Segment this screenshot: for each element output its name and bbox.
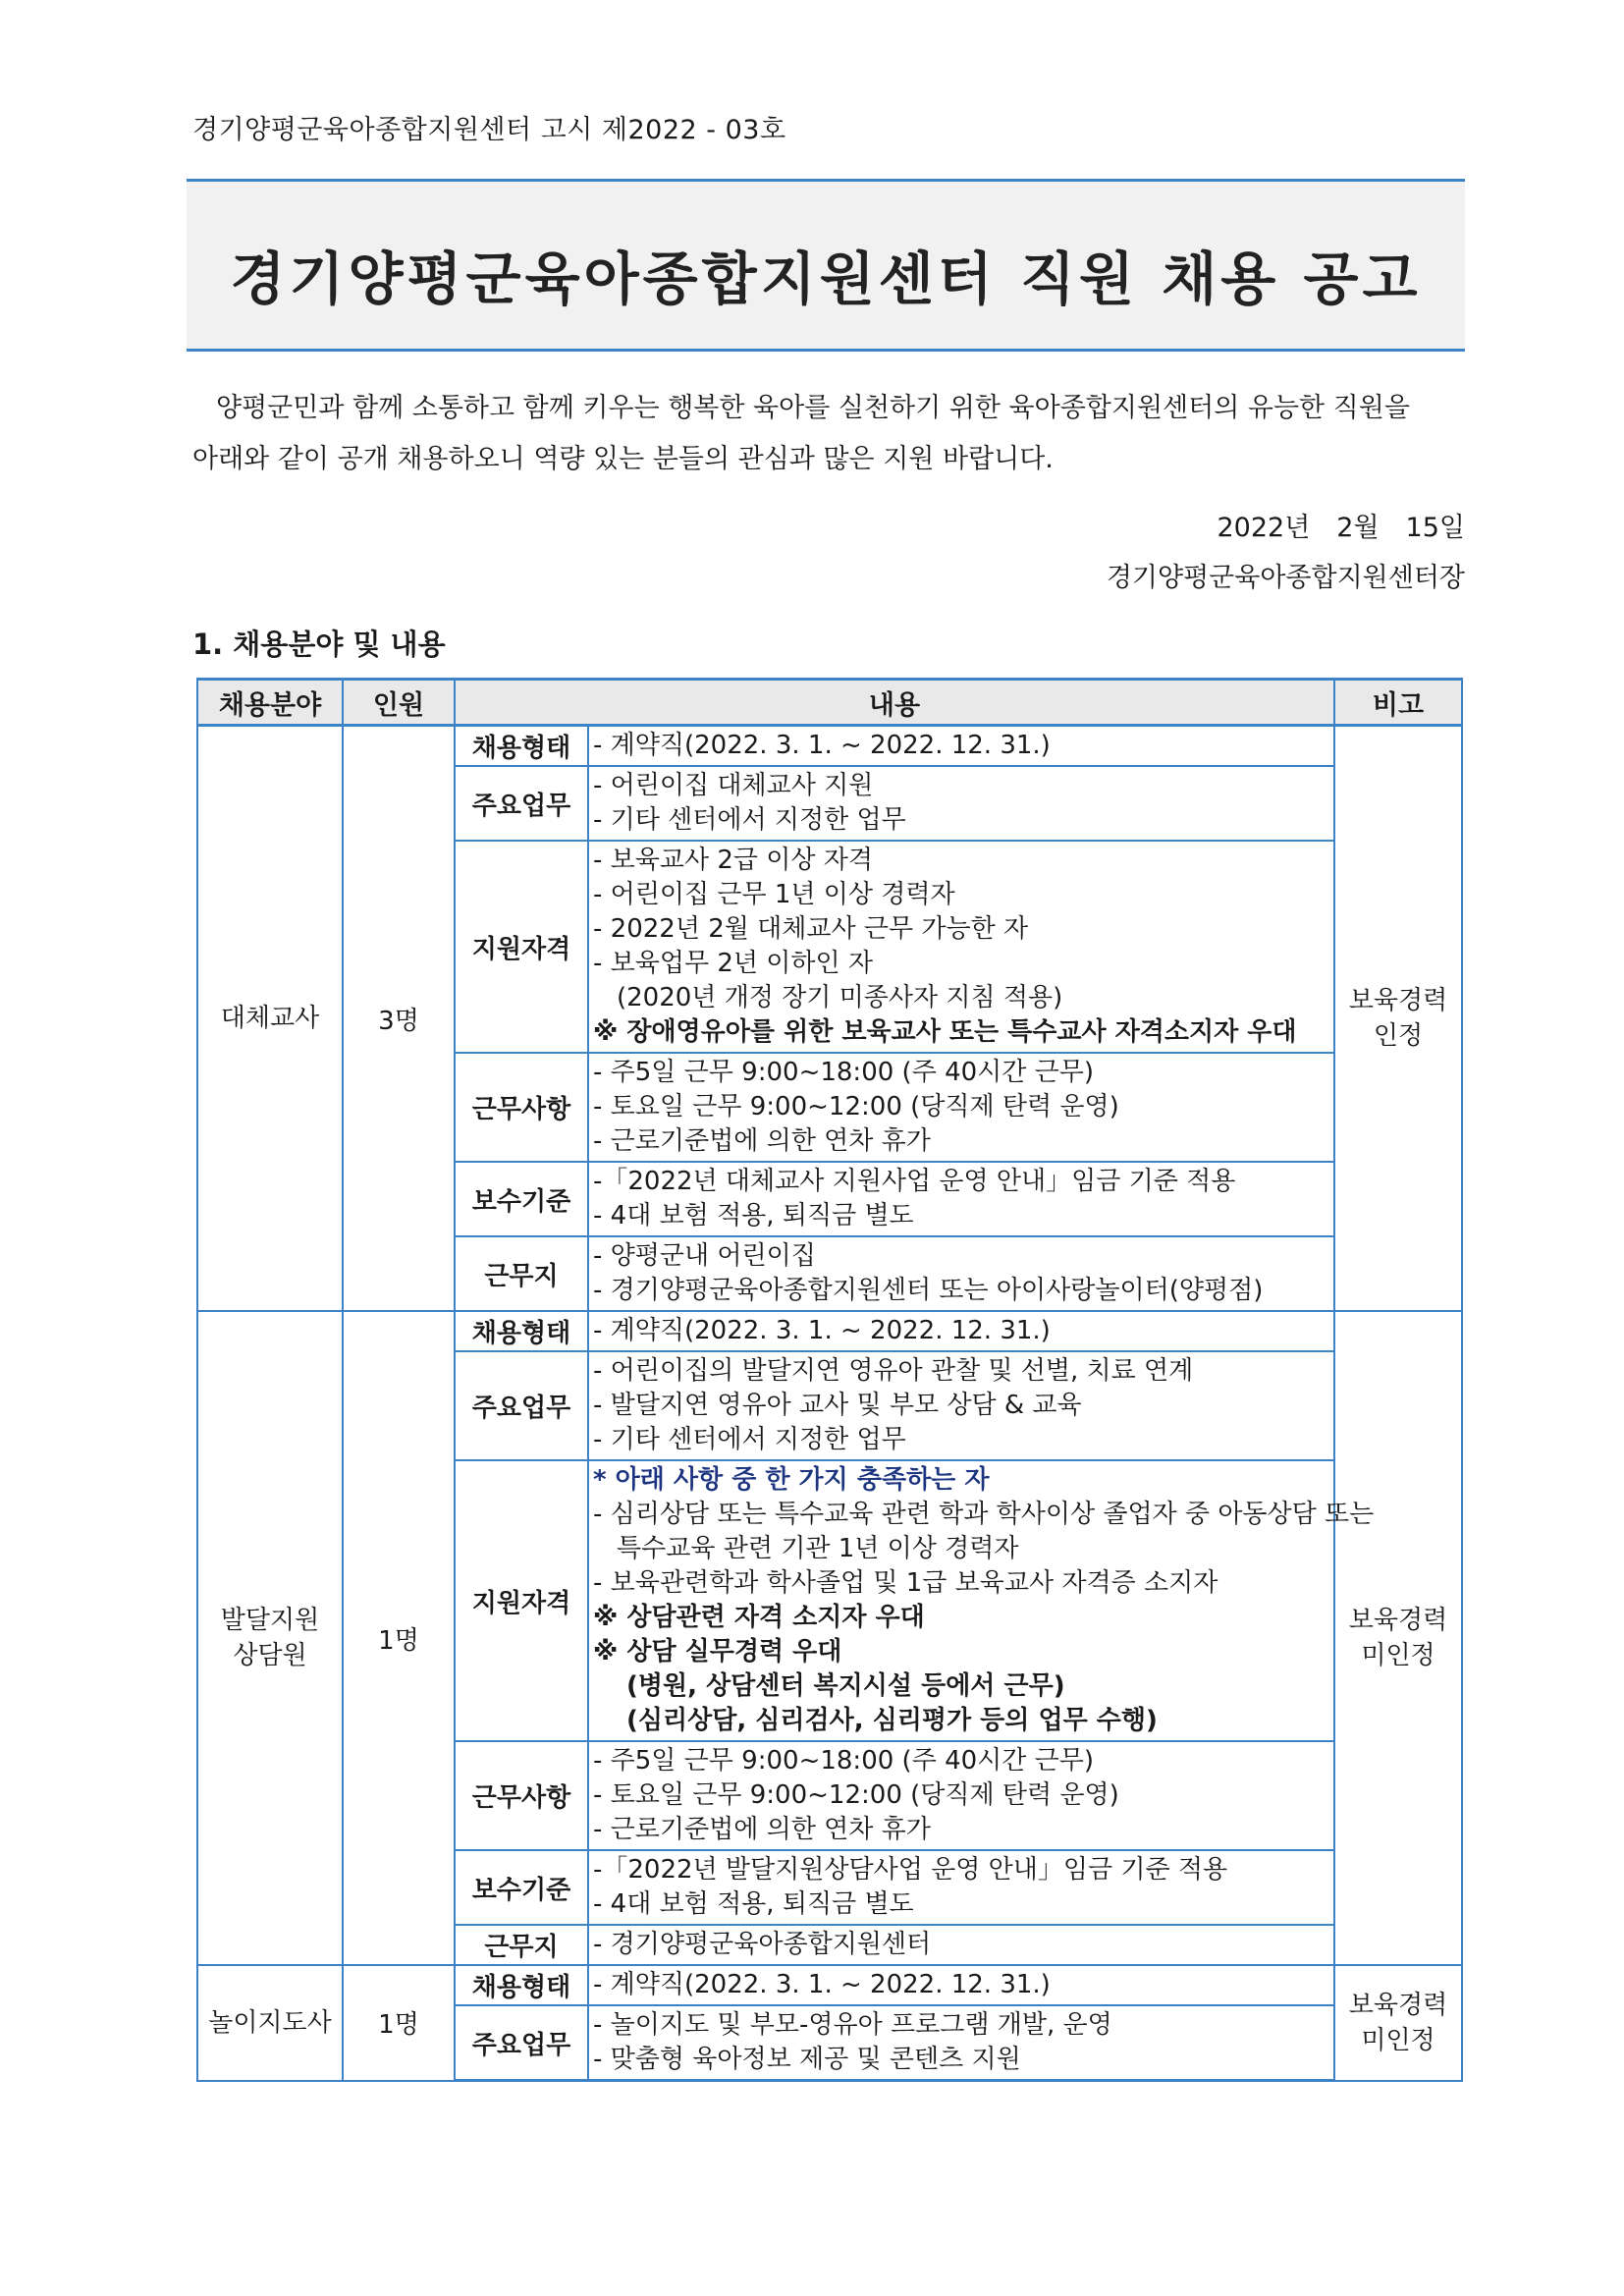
title-banner — [187, 179, 1465, 352]
content-line: - 보육업무 2년 이하인 자 — [593, 949, 874, 978]
sub-label: 지원자격 — [455, 841, 588, 1053]
content-line: - 기타 센터에서 지정한 업무 — [593, 1425, 906, 1454]
content-line: - 2022년 2월 대체교사 근무 가능한 자 — [593, 914, 1029, 944]
sub-label: 근무사항 — [455, 1741, 588, 1850]
preference-note: (병원, 상담센터 복지시설 등에서 근무) — [626, 1671, 1065, 1701]
note-cell — [1334, 1311, 1462, 1965]
sub-label: 주요업무 — [455, 766, 588, 841]
content-cell — [588, 1162, 1334, 1236]
field-name: 대체교사 — [220, 1004, 320, 1033]
field-name: 놀이지도사 — [208, 2007, 332, 2038]
headcount: 1명 — [378, 2010, 419, 2041]
sub-label: 근무지 — [455, 1236, 588, 1311]
page-title: 경기양평군육아종합지원센터 직원 채용 공고 — [230, 246, 1422, 312]
intro-line: 아래와 같이 공개 채용하오니 역량 있는 분들의 관심과 많은 지원 바랍니다. — [192, 444, 1054, 474]
preference-note: ※ 상담 실무경력 우대 — [593, 1637, 842, 1667]
content-cell — [588, 766, 1334, 841]
content-line: - 계약직(2022. 3. 1. ~ 2022. 12. 31.) — [593, 1970, 1051, 1999]
sub-label: 보수기준 — [455, 1850, 588, 1925]
content-line: - 경기양평군육아종합지원센터 — [593, 1930, 932, 1959]
note-line: 미인정 — [1361, 1641, 1435, 1670]
field-cell — [197, 726, 343, 1312]
content-line: - 보육교사 2급 이상 자격 — [593, 846, 874, 875]
content-line: - 계약직(2022. 3. 1. ~ 2022. 12. 31.) — [593, 731, 1051, 760]
content-cell — [588, 2005, 1334, 2081]
sub-label: 근무사항 — [455, 1053, 588, 1162]
sub-label: 주요업무 — [455, 1351, 588, 1460]
preference-note: ※ 장애영유아를 위한 보육교사 또는 특수교사 자격소지자 우대 — [593, 1017, 1297, 1047]
note-line: 미인정 — [1361, 2025, 1435, 2055]
content-line: - 어린이집 대체교사 지원 — [593, 771, 874, 800]
preference-note: (심리상담, 심리검사, 심리평가 등의 업무 수행) — [626, 1706, 1158, 1735]
notice-number: 경기양평군육아종합지원센터 고시 제2022 - 03호 — [192, 115, 786, 145]
field-cell — [197, 1311, 343, 1965]
headcount: 1명 — [378, 1625, 419, 1656]
content-line: - 주5일 근무 9:00~18:00 (주 40시간 근무) — [593, 1058, 1095, 1087]
content-cell — [588, 1850, 1334, 1925]
content-line: - 계약직(2022. 3. 1. ~ 2022. 12. 31.) — [593, 1316, 1051, 1345]
field-name: 상담원 — [233, 1641, 307, 1670]
content-cell — [588, 1965, 1334, 2005]
content-line: - 경기양평군육아종합지원센터 또는 아이사랑놀이터(양평점) — [593, 1276, 1264, 1305]
sub-label: 채용형태 — [455, 726, 588, 767]
content-line: 특수교육 관련 기관 1년 이상 경력자 — [617, 1534, 1019, 1563]
content-line: - 주5일 근무 9:00~18:00 (주 40시간 근무) — [593, 1746, 1095, 1776]
content-line: - 기타 센터에서 지정한 업무 — [593, 805, 906, 835]
content-cell — [588, 1351, 1334, 1460]
note-line: 보육경력 — [1348, 986, 1448, 1015]
note-cell — [1334, 726, 1462, 1312]
content-line: - 심리상담 또는 특수교육 관련 학과 학사이상 졸업자 중 아동상담 또는 — [593, 1500, 1375, 1529]
content-cell — [588, 841, 1334, 1053]
content-cell — [588, 1925, 1334, 1965]
count-cell — [343, 1311, 455, 1965]
content-line: - 근로기준법에 의한 연차 휴가 — [593, 1126, 931, 1156]
content-line: - 양평군내 어린이집 — [593, 1241, 816, 1271]
content-line: - 근로기준법에 의한 연차 휴가 — [593, 1815, 931, 1844]
count-cell — [343, 726, 455, 1312]
content-cell — [588, 1741, 1334, 1850]
content-line: - 맞춤형 육아정보 제공 및 콘텐츠 지원 — [593, 2045, 1021, 2074]
content-line: - 토요일 근무 9:00~12:00 (당직제 탄력 운영) — [593, 1092, 1119, 1121]
headcount: 3명 — [378, 1006, 419, 1036]
content-line: - 어린이집의 발달지연 영유아 관찰 및 선별, 치료 연계 — [593, 1356, 1194, 1386]
content-line: -「2022년 대체교사 지원사업 운영 안내」임금 기준 적용 — [593, 1167, 1236, 1196]
table-header-row — [197, 680, 1462, 726]
note-cell — [1334, 1965, 1462, 2081]
recruitment-table — [196, 678, 1463, 2082]
header-note: 비고 — [1334, 680, 1462, 726]
content-cell — [588, 1311, 1334, 1351]
sub-label: 채용형태 — [455, 1965, 588, 2005]
content-line: - 놀이지도 및 부모-영유아 프로그램 개발, 운영 — [593, 2010, 1112, 2040]
content-line: - 토요일 근무 9:00~12:00 (당직제 탄력 운영) — [593, 1780, 1119, 1810]
sub-label: 주요업무 — [455, 2005, 588, 2081]
content-line: - 어린이집 근무 1년 이상 경력자 — [593, 880, 955, 909]
sub-label: 지원자격 — [455, 1460, 588, 1741]
count-cell — [343, 1965, 455, 2081]
header-content: 내용 — [455, 680, 1334, 726]
table-row — [197, 1311, 1462, 1351]
content-cell — [588, 1460, 1375, 1741]
content-cell — [588, 1053, 1334, 1162]
note-line: 보육경력 — [1348, 1990, 1448, 2020]
header-count: 인원 — [343, 680, 455, 726]
content-line: - 4대 보험 적용, 퇴직금 별도 — [593, 1889, 914, 1919]
sub-label: 보수기준 — [455, 1162, 588, 1236]
content-line: -「2022년 발달지원상담사업 운영 안내」임금 기준 적용 — [593, 1855, 1228, 1885]
preference-note: ※ 상담관련 자격 소지자 우대 — [593, 1603, 925, 1632]
field-cell — [197, 1965, 343, 2081]
note-line: 보육경력 — [1348, 1606, 1448, 1635]
intro-paragraph — [192, 383, 1465, 485]
field-name: 발달지원 — [220, 1606, 320, 1635]
sub-label: 채용형태 — [455, 1311, 588, 1351]
header-field: 채용분야 — [197, 680, 343, 726]
intro-line: 양평군민과 함께 소통하고 함께 키우는 행복한 육아를 실천하기 위한 육아종합지원센터의 유능한 직원을 — [216, 393, 1410, 423]
sub-label: 근무지 — [455, 1925, 588, 1965]
qualification-heading: * 아래 사항 중 한 가지 충족하는 자 — [593, 1465, 990, 1495]
table-row — [197, 1965, 1462, 2005]
content-line: - 발달지연 영유아 교사 및 부모 상담 & 교육 — [593, 1391, 1082, 1420]
section-title: 1. 채용분야 및 내용 — [192, 628, 446, 661]
announcement-date: 2022년 2월 15일 — [1217, 513, 1465, 543]
content-line: (2020년 개정 장기 미종사자 지침 적용) — [617, 983, 1063, 1012]
table-row — [197, 726, 1462, 767]
signer: 경기양평군육아종합지원센터장 — [1106, 563, 1465, 593]
note-line: 인정 — [1373, 1021, 1424, 1051]
content-cell — [588, 1236, 1334, 1311]
content-line: - 4대 보험 적용, 퇴직금 별도 — [593, 1201, 914, 1230]
content-cell — [588, 726, 1334, 767]
content-line: - 보육관련학과 학사졸업 및 1급 보육교사 자격증 소지자 — [593, 1568, 1218, 1598]
